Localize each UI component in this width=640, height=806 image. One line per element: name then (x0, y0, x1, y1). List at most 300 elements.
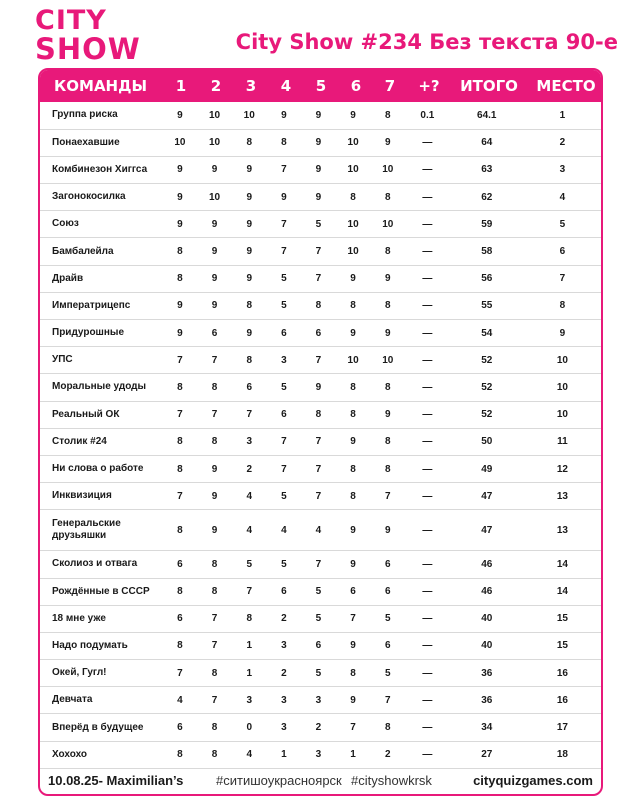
round-1-score: 8 (177, 640, 183, 652)
total-score: 52 (481, 354, 493, 366)
header-round-7: 7 (384, 77, 396, 95)
round-4-score: 3 (281, 640, 287, 652)
round-1-score: 7 (177, 354, 183, 366)
round-1-score: 8 (177, 749, 183, 761)
table-row (40, 483, 601, 510)
round-1-score: 9 (177, 218, 183, 230)
round-1-score: 6 (177, 558, 183, 570)
round-7-score: 8 (384, 722, 391, 734)
place: 9 (559, 327, 566, 339)
team-name: УПС (52, 354, 73, 366)
round-5-score: 7 (315, 436, 322, 448)
round-3-score: 0 (246, 722, 252, 734)
total-score: 64.1 (477, 109, 497, 121)
bonus-score: — (422, 524, 433, 536)
round-1-score: 9 (177, 300, 183, 312)
round-3-score: 1 (246, 667, 252, 679)
place: 11 (557, 436, 568, 448)
table-row (40, 551, 601, 578)
round-2-score: 6 (211, 327, 218, 339)
round-3-score: 2 (246, 463, 252, 475)
round-3-score: 9 (246, 218, 252, 230)
place: 10 (556, 354, 568, 366)
round-5-score: 9 (315, 381, 322, 393)
team-name: 18 мне уже (52, 612, 106, 624)
round-2-score: 9 (211, 246, 218, 258)
total-score: 36 (481, 667, 493, 679)
round-7-score: 2 (384, 749, 391, 761)
bonus-score: — (422, 722, 433, 734)
total-score: 56 (481, 273, 493, 285)
total-score: 36 (481, 694, 493, 706)
round-3-score: 10 (243, 109, 255, 121)
round-1-score: 9 (177, 327, 183, 339)
table-row (40, 605, 601, 632)
table-row (40, 184, 601, 211)
bonus-score: 0.1 (420, 109, 435, 121)
round-7-score: 8 (384, 381, 391, 393)
place: 6 (559, 246, 566, 258)
round-6-score: 9 (350, 436, 356, 448)
bonus-score: — (422, 667, 433, 679)
team-name: Загонокосилка (52, 191, 126, 203)
place: 14 (556, 558, 568, 570)
round-6-score: 9 (350, 327, 356, 339)
team-name: Хохохо (52, 748, 87, 760)
round-4-score: 1 (281, 749, 287, 761)
round-4-score: 7 (281, 463, 287, 475)
round-3-score: 7 (246, 586, 252, 598)
table-row (40, 347, 601, 374)
results-table (38, 68, 603, 796)
round-6-score: 8 (350, 381, 356, 393)
round-3-score: 7 (246, 409, 252, 421)
hashtag-en: #cityshowkrsk (351, 773, 432, 788)
header-round-2: 2 (210, 77, 222, 95)
round-5-score: 9 (315, 191, 322, 203)
round-1-score: 8 (177, 586, 183, 598)
round-5-score: 9 (315, 164, 322, 176)
results-rows (40, 102, 601, 769)
place: 10 (556, 409, 568, 421)
place: 2 (559, 137, 566, 149)
round-4-score: 6 (281, 327, 287, 339)
round-2-score: 7 (211, 409, 218, 421)
round-5-score: 6 (315, 640, 322, 652)
round-3-score: 8 (246, 354, 252, 366)
round-7-score: 9 (384, 524, 391, 536)
team-name: Драйв (52, 272, 84, 284)
table-row (40, 741, 601, 768)
round-7-score: 6 (384, 586, 391, 598)
round-6-score: 8 (350, 667, 356, 679)
table-row (40, 428, 601, 455)
total-score: 34 (481, 722, 493, 734)
round-4-score: 6 (281, 586, 287, 598)
total-score: 46 (481, 586, 493, 598)
bonus-score: — (422, 463, 433, 475)
table-row (40, 632, 601, 659)
team-name: Надо подумать (52, 639, 128, 651)
round-4-score: 3 (281, 694, 287, 706)
total-score: 47 (481, 524, 493, 536)
round-1-score: 8 (177, 436, 183, 448)
team-name: Придурошные (52, 327, 125, 339)
table-row (40, 660, 601, 687)
place: 14 (556, 586, 568, 598)
round-2-score: 9 (211, 463, 218, 475)
round-5-score: 7 (315, 463, 322, 475)
place: 3 (559, 164, 566, 176)
round-3-score: 4 (246, 524, 252, 536)
place: 13 (556, 490, 568, 502)
round-4-score: 5 (281, 490, 287, 502)
team-name: Бамбалейла (52, 245, 114, 257)
team-name: Ни слова о работе (52, 463, 144, 475)
header-total: ИТОГО (460, 77, 518, 95)
total-score: 52 (481, 381, 493, 393)
place: 1 (559, 109, 566, 121)
table-row (40, 129, 601, 156)
table-row (40, 401, 601, 428)
table-row (40, 687, 601, 714)
header-round-1: 1 (175, 77, 187, 95)
place: 8 (559, 300, 566, 312)
round-2-score: 9 (211, 524, 218, 536)
bonus-score: — (422, 586, 433, 598)
logo-line-2: SHOW (35, 32, 141, 66)
round-7-score: 9 (384, 273, 391, 285)
round-7-score: 9 (384, 327, 391, 339)
round-5-score: 7 (315, 354, 322, 366)
round-7-score: 8 (384, 109, 391, 121)
bonus-score: — (422, 246, 433, 258)
round-1-score: 7 (177, 409, 183, 421)
table-row (40, 238, 601, 265)
round-6-score: 10 (347, 164, 359, 176)
total-score: 52 (481, 409, 493, 421)
header-round-5: 5 (315, 77, 327, 95)
round-5-score: 4 (315, 524, 322, 536)
team-name: Понаехавшие (52, 136, 120, 148)
round-6-score: 6 (350, 586, 356, 598)
round-4-score: 9 (281, 109, 287, 121)
round-3-score: 9 (246, 327, 252, 339)
place: 15 (556, 640, 568, 652)
round-2-score: 9 (211, 300, 218, 312)
total-score: 49 (481, 463, 493, 475)
bonus-score: — (422, 191, 433, 203)
round-6-score: 10 (347, 354, 359, 366)
round-2-score: 7 (211, 694, 218, 706)
round-2-score: 10 (208, 109, 221, 121)
round-6-score: 8 (350, 409, 356, 421)
round-2-score: 8 (211, 749, 218, 761)
footer (38, 770, 603, 796)
total-score: 63 (481, 164, 493, 176)
round-2-score: 8 (211, 722, 218, 734)
team-name: Группа риска (52, 109, 118, 121)
round-3-score: 9 (246, 164, 252, 176)
round-2-score: 7 (211, 354, 218, 366)
round-4-score: 5 (281, 558, 287, 570)
round-5-score: 5 (315, 586, 322, 598)
round-3-score: 1 (246, 640, 252, 652)
bonus-score: — (422, 694, 433, 706)
round-7-score: 8 (384, 246, 391, 258)
header-place: МЕСТО (536, 77, 596, 95)
total-score: 55 (481, 300, 493, 312)
round-1-score: 7 (177, 667, 183, 679)
hashtag-ru: #ситишоукрасноярск (216, 773, 342, 788)
round-3-score: 3 (246, 436, 252, 448)
round-2-score: 9 (211, 218, 218, 230)
table-row (40, 578, 601, 605)
round-4-score: 7 (281, 436, 287, 448)
round-6-score: 10 (347, 137, 359, 149)
round-7-score: 9 (384, 137, 391, 149)
round-5-score: 9 (315, 109, 322, 121)
bonus-score: — (422, 327, 433, 339)
round-3-score: 9 (246, 246, 252, 258)
place: 5 (559, 218, 566, 230)
event-date-venue: 10.08.25- Maximilian’s (48, 773, 184, 788)
team-name: Императрицепс (52, 299, 131, 311)
round-5-score: 5 (315, 613, 322, 625)
bonus-score: — (422, 558, 433, 570)
place: 7 (559, 273, 566, 285)
round-4-score: 7 (281, 164, 287, 176)
round-5-score: 7 (315, 490, 322, 502)
table-row (40, 455, 601, 482)
round-4-score: 7 (281, 246, 287, 258)
round-2-score: 9 (211, 273, 218, 285)
round-7-score: 8 (384, 191, 391, 203)
total-score: 50 (481, 436, 493, 448)
round-1-score: 8 (177, 381, 183, 393)
round-7-score: 6 (384, 640, 391, 652)
round-7-score: 7 (384, 490, 391, 502)
team-name: Инквизиция (52, 490, 112, 502)
table-row (40, 156, 601, 183)
round-1-score: 6 (177, 722, 183, 734)
bonus-score: — (422, 409, 433, 421)
round-4-score: 3 (281, 354, 287, 366)
round-4-score: 8 (281, 137, 287, 149)
bonus-score: — (422, 381, 433, 393)
round-5-score: 7 (315, 558, 322, 570)
round-6-score: 7 (350, 613, 356, 625)
bonus-score: — (422, 273, 433, 285)
table-row (40, 510, 601, 551)
team-name: Окей, Гугл! (52, 667, 107, 679)
round-5-score: 9 (315, 137, 322, 149)
table-row (40, 265, 601, 292)
table-row (40, 102, 601, 129)
round-3-score: 5 (246, 558, 252, 570)
bonus-score: — (422, 164, 433, 176)
place: 15 (556, 613, 568, 625)
round-2-score: 8 (211, 667, 218, 679)
total-score: 40 (481, 640, 493, 652)
round-1-score: 4 (177, 694, 183, 706)
round-2-score: 10 (208, 137, 221, 149)
round-4-score: 4 (281, 524, 287, 536)
round-4-score: 5 (281, 273, 287, 285)
team-name: Вперёд в будущее (52, 721, 144, 733)
bonus-score: — (422, 300, 433, 312)
round-2-score: 9 (211, 164, 218, 176)
round-7-score: 6 (384, 558, 391, 570)
round-3-score: 4 (246, 490, 252, 502)
round-5-score: 3 (315, 694, 322, 706)
round-6-score: 9 (350, 524, 356, 536)
round-5-score: 7 (315, 273, 322, 285)
round-2-score: 7 (211, 613, 218, 625)
total-score: 58 (481, 246, 493, 258)
place: 10 (556, 381, 568, 393)
round-3-score: 4 (246, 749, 252, 761)
total-score: 59 (481, 218, 493, 230)
total-score: 46 (481, 558, 493, 570)
table-row (40, 211, 601, 238)
round-6-score: 10 (347, 218, 359, 230)
round-2-score: 8 (211, 586, 218, 598)
round-6-score: 9 (350, 694, 356, 706)
round-7-score: 8 (384, 300, 391, 312)
round-3-score: 8 (246, 300, 252, 312)
team-name: Моральные удоды (52, 381, 147, 393)
table-row (40, 374, 601, 401)
total-score: 64 (481, 137, 493, 149)
round-1-score: 8 (177, 246, 183, 258)
round-3-score: 6 (246, 381, 252, 393)
logo-line-1: CITY (35, 5, 107, 36)
round-5-score: 6 (315, 327, 322, 339)
round-7-score: 5 (384, 613, 391, 625)
bonus-score: — (422, 436, 433, 448)
round-7-score: 9 (384, 409, 391, 421)
round-1-score: 8 (177, 463, 183, 475)
round-3-score: 8 (246, 613, 252, 625)
header-round-3: 3 (245, 77, 257, 95)
bonus-score: — (422, 490, 433, 502)
round-6-score: 8 (350, 300, 356, 312)
round-4-score: 9 (281, 191, 287, 203)
round-4-score: 2 (281, 613, 287, 625)
bonus-score: — (422, 749, 433, 761)
round-5-score: 2 (315, 722, 322, 734)
round-7-score: 10 (382, 164, 394, 176)
round-4-score: 3 (281, 722, 287, 734)
place: 18 (556, 749, 568, 761)
place: 13 (556, 524, 568, 536)
team-name: Рождённые в СССР (52, 585, 150, 597)
round-1-score: 7 (177, 490, 183, 502)
round-6-score: 10 (347, 246, 359, 258)
round-5-score: 5 (315, 667, 322, 679)
round-6-score: 9 (350, 640, 356, 652)
place: 16 (556, 694, 568, 706)
round-1-score: 8 (177, 273, 183, 285)
header-round-6: 6 (350, 77, 362, 95)
bonus-score: — (422, 354, 433, 366)
round-3-score: 9 (246, 273, 252, 285)
round-7-score: 5 (384, 667, 391, 679)
round-6-score: 9 (350, 273, 356, 285)
bonus-question-icon: +? (418, 77, 440, 95)
round-6-score: 8 (350, 490, 356, 502)
round-1-score: 9 (177, 191, 183, 203)
team-name: Реальный ОК (52, 408, 120, 420)
round-4-score: 5 (281, 381, 287, 393)
round-4-score: 7 (281, 218, 287, 230)
round-2-score: 10 (208, 191, 221, 203)
round-4-score: 6 (281, 409, 287, 421)
round-6-score: 8 (350, 463, 356, 475)
place: 16 (556, 667, 568, 679)
round-2-score: 9 (211, 490, 218, 502)
table-row (40, 714, 601, 741)
round-3-score: 3 (246, 694, 252, 706)
round-2-score: 8 (211, 436, 218, 448)
table-row (40, 292, 601, 319)
round-5-score: 7 (315, 246, 322, 258)
round-7-score: 8 (384, 436, 391, 448)
round-5-score: 3 (315, 749, 322, 761)
round-2-score: 8 (211, 381, 218, 393)
round-5-score: 8 (315, 409, 322, 421)
total-score: 40 (481, 613, 493, 625)
round-2-score: 8 (211, 558, 218, 570)
round-6-score: 9 (350, 109, 356, 121)
round-3-score: 9 (246, 191, 252, 203)
round-1-score: 6 (177, 613, 183, 625)
round-7-score: 10 (382, 218, 394, 230)
round-5-score: 8 (315, 300, 322, 312)
city-show-logo (35, 5, 145, 66)
place: 17 (556, 722, 568, 734)
place: 4 (559, 191, 566, 203)
round-6-score: 7 (350, 722, 356, 734)
place: 12 (556, 463, 568, 475)
team-name: Девчата (52, 694, 93, 706)
round-7-score: 10 (382, 354, 394, 366)
header-teams: КОМАНДЫ (54, 77, 148, 95)
round-6-score: 8 (350, 191, 356, 203)
header-round-4: 4 (280, 77, 292, 95)
website-link: cityquizgames.com (473, 773, 593, 788)
team-name: Сколиоз и отвага (52, 558, 138, 570)
bonus-score: — (422, 640, 433, 652)
total-score: 27 (481, 749, 493, 761)
round-7-score: 7 (384, 694, 391, 706)
round-1-score: 8 (177, 524, 183, 536)
round-6-score: 1 (350, 749, 356, 761)
bonus-score: — (422, 137, 433, 149)
round-1-score: 10 (174, 137, 186, 149)
table-row (40, 320, 601, 347)
round-3-score: 8 (246, 137, 252, 149)
team-name: Генеральские друзьяшки (52, 518, 121, 542)
team-name: Столик #24 (52, 435, 107, 447)
total-score: 62 (481, 191, 493, 203)
total-score: 54 (481, 327, 493, 339)
bonus-score: — (422, 218, 433, 230)
round-1-score: 9 (177, 164, 183, 176)
round-4-score: 2 (281, 667, 287, 679)
round-2-score: 7 (211, 640, 218, 652)
